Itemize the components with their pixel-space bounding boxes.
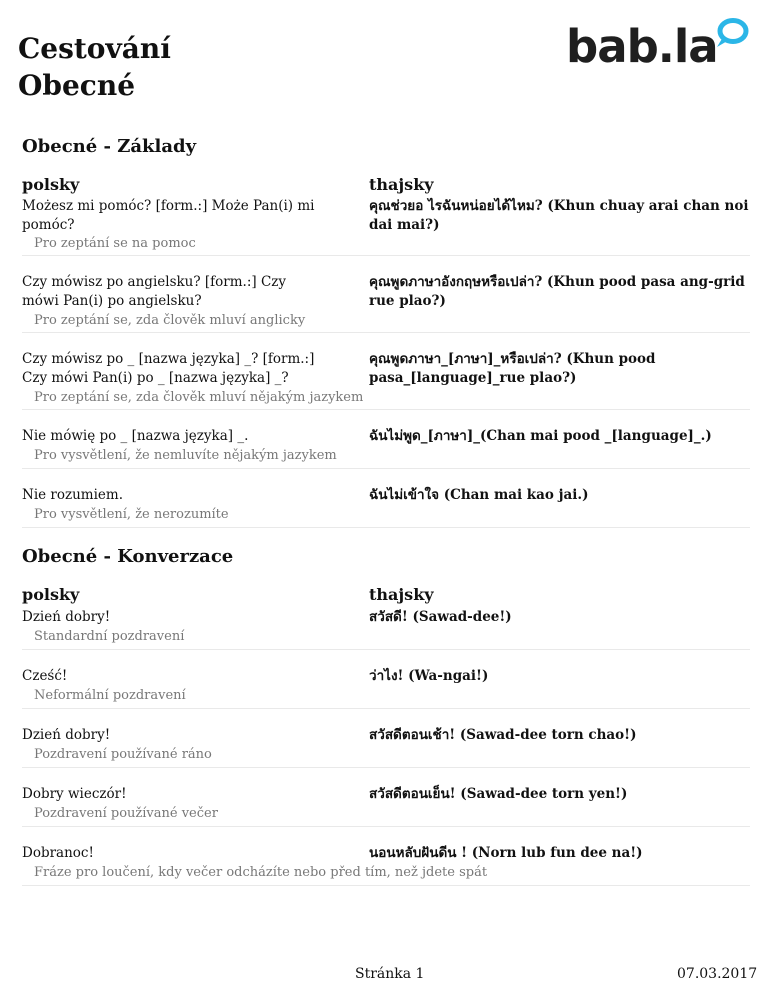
phrase-source: Dzień dobry! (22, 727, 111, 743)
phrase-source: Czy mówisz po angielsku? [form.:] Czy mówi Pan(i) po angielsku? (22, 274, 287, 309)
footer-date: 07.03.2017 (677, 966, 758, 982)
phrase-row (22, 427, 750, 469)
phrase-source: Dobranoc! (22, 845, 94, 861)
phrase-row (22, 197, 750, 256)
column-header-thai: thajsky (369, 175, 434, 194)
phrase-row (22, 844, 750, 886)
phrase-note: Neformální pozdravení (34, 688, 186, 703)
page-number: Stránka 1 (355, 966, 425, 982)
phrase-translation: สวัสดีตอนเช้า! (Sawad-dee torn chao!) (369, 727, 637, 743)
phrase-note: Fráze pro loučení, kdy večer odcházíte nebo před tím, než jdete spát (34, 865, 488, 880)
phrase-source: Możesz mi pomóc? [form.:] Może Pan(i) mi pomóc? (22, 198, 315, 233)
phrase-row (22, 667, 750, 709)
phrase-note: Pro zeptání se, zda člověk mluví nějakým jazykem (34, 390, 364, 405)
section-title-basics: Obecné - Základy (22, 136, 197, 157)
phrase-translation: นอนหลับฝันดีน ! (Norn lub fun dee na!) (369, 845, 643, 861)
phrase-row (22, 350, 750, 410)
phrase-note: Pro vysvětlení, že nemluvíte nějakým jazykem (34, 448, 337, 463)
phrase-translation: ฉันไม่พูด_[ภาษา]_(Chan mai pood _[language]_.) (369, 428, 712, 444)
phrase-row (22, 273, 750, 333)
speech-bubble-icon (713, 18, 749, 48)
phrase-note: Pro zeptání se na pomoc (34, 236, 196, 251)
phrase-note: Pro vysvětlení, že nerozumíte (34, 507, 229, 522)
phrase-row (22, 726, 750, 768)
phrase-source: Cześć! (22, 668, 68, 684)
phrase-source: Nie rozumiem. (22, 487, 123, 503)
babla-logo (566, 16, 752, 78)
phrase-note: Standardní pozdravení (34, 629, 185, 644)
logo-text: bab.la (566, 20, 718, 73)
phrase-source: Nie mówię po _ [nazwa języka] _. (22, 428, 249, 444)
phrase-row (22, 486, 750, 528)
phrase-translation: คุณพูดภาษาอังกฤษหรือเปล่า? (Khun pood pasa ang-grid rue plao?) (369, 274, 745, 309)
section-title-conversation: Obecné - Konverzace (22, 546, 234, 567)
phrase-translation: ฉันไม่เข้าใจ (Chan mai kao jai.) (369, 487, 589, 503)
phrase-translation: คุณช่วยอ ไรฉันหน่อยได้ไหม? (Khun chuay arai chan noi dai mai?) (369, 198, 749, 233)
phrase-translation: ว่าไง! (Wa-ngai!) (369, 668, 489, 684)
phrase-translation: คุณพูดภาษา_[ภาษา]_หรือเปล่า? (Khun pood pasa_[language]_rue plao?) (369, 351, 656, 386)
phrase-source: Dzień dobry! (22, 609, 111, 625)
phrase-translation: สวัสดี! (Sawad-dee!) (369, 609, 512, 625)
phrase-note: Pozdravení používané večer (34, 806, 218, 821)
title-line-1: Cestování (18, 32, 171, 65)
title-line-2: Obecné (18, 69, 136, 102)
phrase-row (22, 785, 750, 827)
column-header-thai: thajsky (369, 585, 434, 604)
page-title (18, 30, 171, 104)
phrase-source: Czy mówisz po _ [nazwa języka] _? [form.:] Czy mówi Pan(i) po _ [nazwa języka] _? (22, 351, 315, 386)
column-header-polish: polsky (22, 175, 80, 194)
phrase-note: Pozdravení používané ráno (34, 747, 212, 762)
phrase-translation: สวัสดีตอนเย็น! (Sawad-dee torn yen!) (369, 786, 628, 802)
phrase-row (22, 608, 750, 650)
column-header-polish: polsky (22, 585, 80, 604)
phrase-note: Pro zeptání se, zda člověk mluví anglicky (34, 313, 306, 328)
phrase-source: Dobry wieczór! (22, 786, 127, 802)
